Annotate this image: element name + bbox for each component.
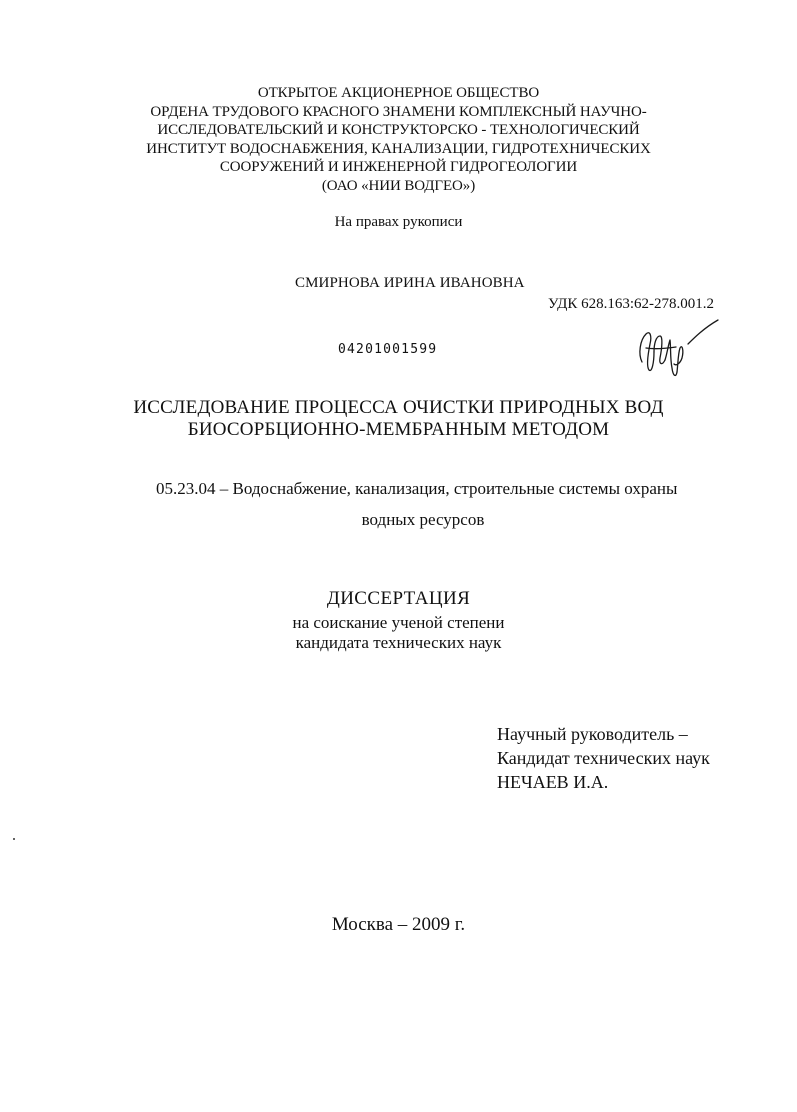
title-line: БИОСОРБЦИОННО-МЕМБРАННЫМ МЕТОДОМ bbox=[187, 419, 610, 440]
degree-line: на соискание ученой степени bbox=[292, 613, 505, 632]
degree-description bbox=[0, 613, 797, 653]
advisor-role: Научный руководитель – bbox=[497, 724, 688, 744]
scientific-advisor bbox=[497, 722, 710, 794]
title-line: ИССЛЕДОВАНИЕ ПРОЦЕССА ОЧИСТКИ ПРИРОДНЫХ ВОД bbox=[133, 397, 664, 418]
manuscript-note: На правах рукописи bbox=[334, 214, 463, 230]
organization-line: СООРУЖЕНИЙ И ИНЖЕНЕРНОЙ ГИДРОГЕОЛОГИИ bbox=[219, 159, 578, 176]
signature-icon bbox=[632, 318, 724, 384]
organization-header bbox=[0, 84, 797, 196]
organization-line: ОРДЕНА ТРУДОВОГО КРАСНОГО ЗНАМЕНИ КОМПЛЕКСНЫЙ НАУЧНО- bbox=[150, 103, 647, 120]
advisor-rank: Кандидат технических наук bbox=[497, 748, 710, 768]
degree-line: кандидата технических наук bbox=[295, 633, 502, 652]
registration-number: 04201001599 bbox=[338, 342, 438, 357]
document-type: ДИССЕРТАЦИЯ bbox=[326, 588, 471, 609]
organization-line: ИНСТИТУТ ВОДОСНАБЖЕНИЯ, КАНАЛИЗАЦИИ, ГИДРОТЕХНИЧЕСКИХ bbox=[146, 140, 651, 157]
specialty-code-line: 05.23.04 – Водоснабжение, канализация, строительные системы охраны bbox=[156, 479, 678, 498]
organization-line: (ОАО «НИИ ВОДГЕО») bbox=[321, 177, 476, 194]
scan-speck bbox=[13, 838, 15, 840]
organization-line: ОТКРЫТОЕ АКЦИОНЕРНОЕ ОБЩЕСТВО bbox=[257, 85, 540, 101]
organization-line: ИССЛЕДОВАТЕЛЬСКИЙ И КОНСТРУКТОРСКО - ТЕХНОЛОГИЧЕСКИЙ bbox=[157, 122, 640, 139]
advisor-name: НЕЧАЕВ И.А. bbox=[497, 772, 609, 792]
place-and-year: Москва – 2009 г. bbox=[331, 914, 466, 935]
udk-code: УДК 628.163:62-278.001.2 bbox=[548, 296, 715, 312]
dissertation-title bbox=[0, 397, 797, 441]
specialty-continuation: водных ресурсов bbox=[361, 510, 485, 529]
author-name: СМИРНОВА ИРИНА ИВАНОВНА bbox=[295, 275, 525, 291]
